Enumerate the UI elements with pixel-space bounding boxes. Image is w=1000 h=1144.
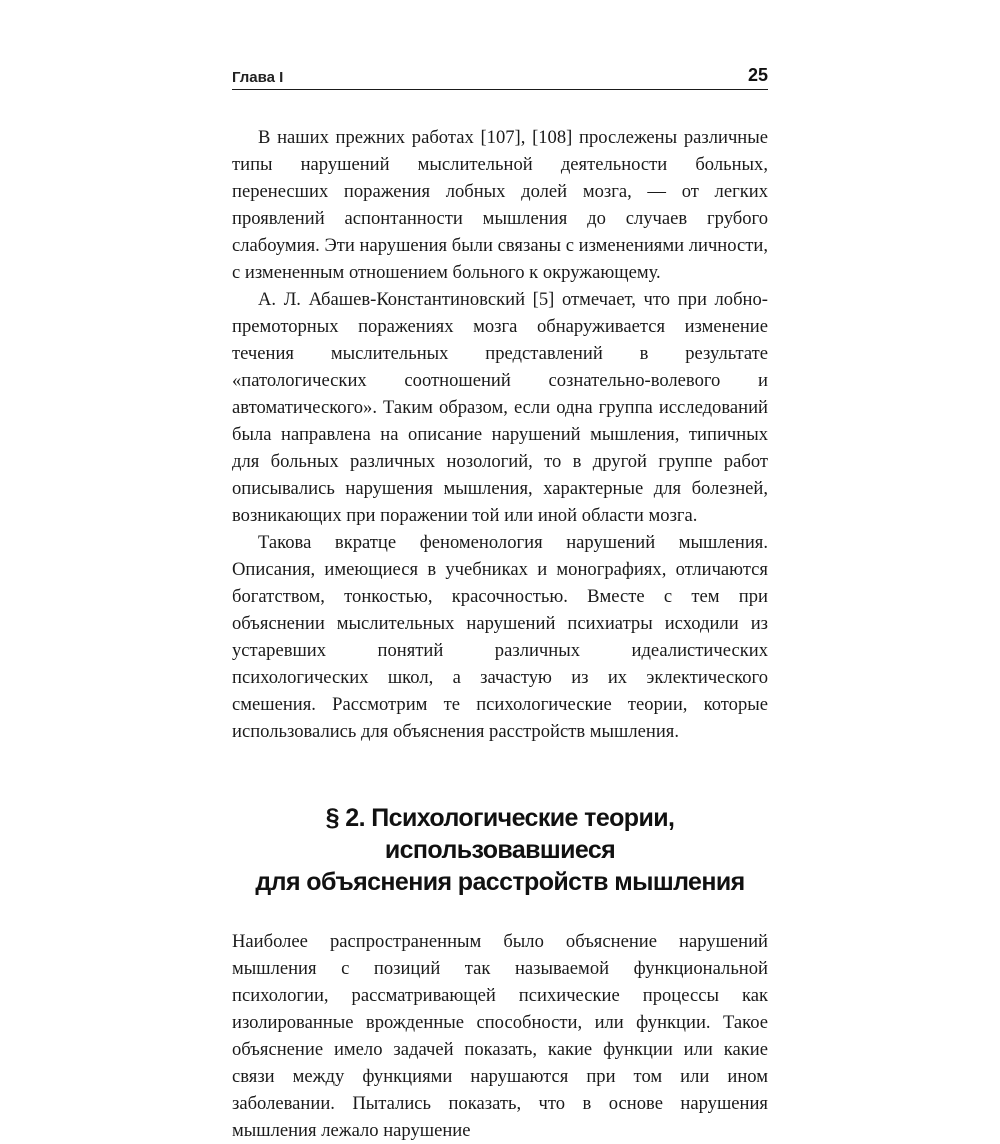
section-heading-line-1: § 2. Психологические теории, использовавшиеся xyxy=(325,804,675,864)
section-heading-line-2: для объяснения расстройств мышления xyxy=(255,868,745,896)
book-page xyxy=(232,62,768,1144)
paragraph-1: В наших прежних работах [107], [108] прослежены различные типы нарушений мыслительной деятельности больных, перенесших поражения лобных долей мозга, — от легких проявлений аспонтанности мышления до случаев грубого слабоумия. Эти нарушения были связаны с изменениями личности, с измененным отношением больного к окружающему. xyxy=(232,127,768,283)
paragraph-2: А. Л. Абашев-Константиновский [5] отмечает, что при лобно-премоторных поражениях мозга обнаруживается изменение течения мыслительных представлений в результате «патологических соотношений сознательно-волевого и автоматического». Таким образом, если одна группа исследований была направлена на описание нарушений мышления, типичных для больных различных нозологий, то в другой группе работ описывались нарушения мышления, характерные для болезней, возникающих при поражении той или иной области мозга. xyxy=(232,289,768,526)
section-paragraph: Наиболее распространенным было объяснение нарушений мышления с позиций так называемой функциональной психологии, рассматривающей психические процессы как изолированные врожденные способности, или функции. Такое объяснение имело задачей показать, какие функции или какие связи между функциями нарушаются при том или ином заболевании. Пытались показать, что в основе нарушения мышления лежало нарушение xyxy=(232,931,768,1141)
page-number: 25 xyxy=(747,65,768,85)
section-heading xyxy=(232,802,768,898)
running-header xyxy=(232,62,768,90)
paragraph-3: Такова вкратце феноменология нарушений мышления. Описания, имеющиеся в учебниках и монографиях, отличаются богатством, тонкостью, красочностью. Вместе с тем при объяснении мыслительных нарушений психиатры исходили из устаревших понятий различных идеалистических психологических школ, а зачастую из их эклектического смешения. Рассмотрим те психологические теории, которые использовались для объяснения расстройств мышления. xyxy=(232,532,768,742)
chapter-title: Глава I xyxy=(232,69,284,86)
